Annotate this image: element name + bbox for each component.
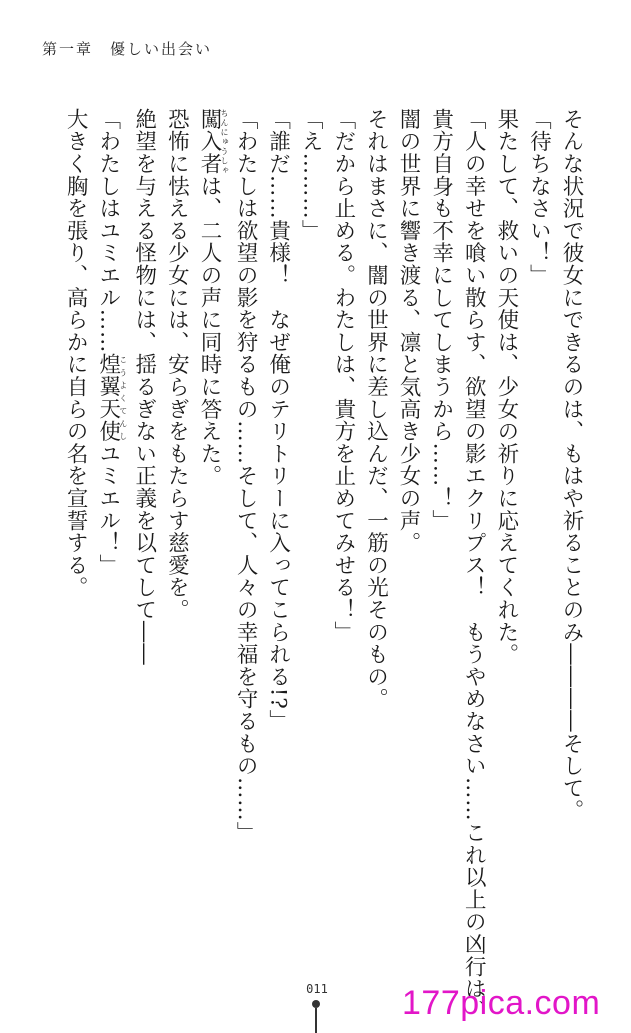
ruby-word	[95, 353, 128, 443]
ruby-reading: ちんにゅうしゃ	[219, 108, 229, 175]
text-line: 闇の世界に響き渡る、凛と気高き少女の声。	[396, 108, 422, 554]
text-line: そんな状況で彼女にできるのは、もはや祈ることのみ――――そして。	[559, 108, 584, 822]
folio-stem-ornament	[315, 1008, 317, 1033]
text-line: 「わたしは欲望の影を狩るもの……そして、人々の幸福を守るもの……」	[233, 108, 259, 844]
text-line: 恐怖に怯える少女には、安らぎをもたらす慈愛を。	[164, 108, 190, 621]
text-line: 「誰だ……貴様！ なぜ俺のテリトリーに入ってこられる!?」	[265, 108, 291, 732]
ruby-word	[196, 108, 229, 175]
ruby-base: 煌翼天使	[95, 353, 121, 443]
text-line: それはまさに、闇の世界に差し込んだ、一筋の光そのもの。	[363, 108, 389, 711]
text-line: 貴方自身も不幸にしてしまうから……！」	[428, 108, 454, 532]
chapter-header: 第一章 優しい出会い	[42, 40, 213, 58]
folio-dot-ornament	[312, 1000, 320, 1008]
text-line: 「人の幸せを喰い散らす、欲望の影エクリプス！ もうやめなさい……これ以上の凶行は、	[461, 108, 487, 1023]
text-line-with-ruby	[192, 108, 228, 968]
text-line: 「だから止める。わたしは、貴方を止めてみせる！」	[330, 108, 356, 644]
text-line-with-ruby	[91, 108, 127, 968]
text-line: 絶望を与える怪物には、揺るぎない正義を以てして――	[131, 108, 157, 666]
text-segment: 「わたしはユミエル……	[95, 108, 121, 354]
page-number: 011	[306, 982, 328, 996]
text-line: 「え………」	[298, 108, 324, 242]
text-segment: ユミエル！」	[95, 442, 121, 577]
text-line: 大きく胸を張り、高らかに自らの名を宣誓する。	[63, 108, 89, 599]
ruby-reading: こうよくてんし	[118, 353, 128, 443]
ruby-base: 闖入者	[196, 108, 222, 175]
text-line: 果たして、救いの天使は、少女の祈りに応えてくれた。	[493, 108, 519, 666]
text-line: 「待ちなさい！」	[526, 108, 552, 287]
watermark: 177pica.com	[402, 984, 601, 1022]
text-segment: は、二人の声に同時に答えた。	[196, 174, 222, 488]
